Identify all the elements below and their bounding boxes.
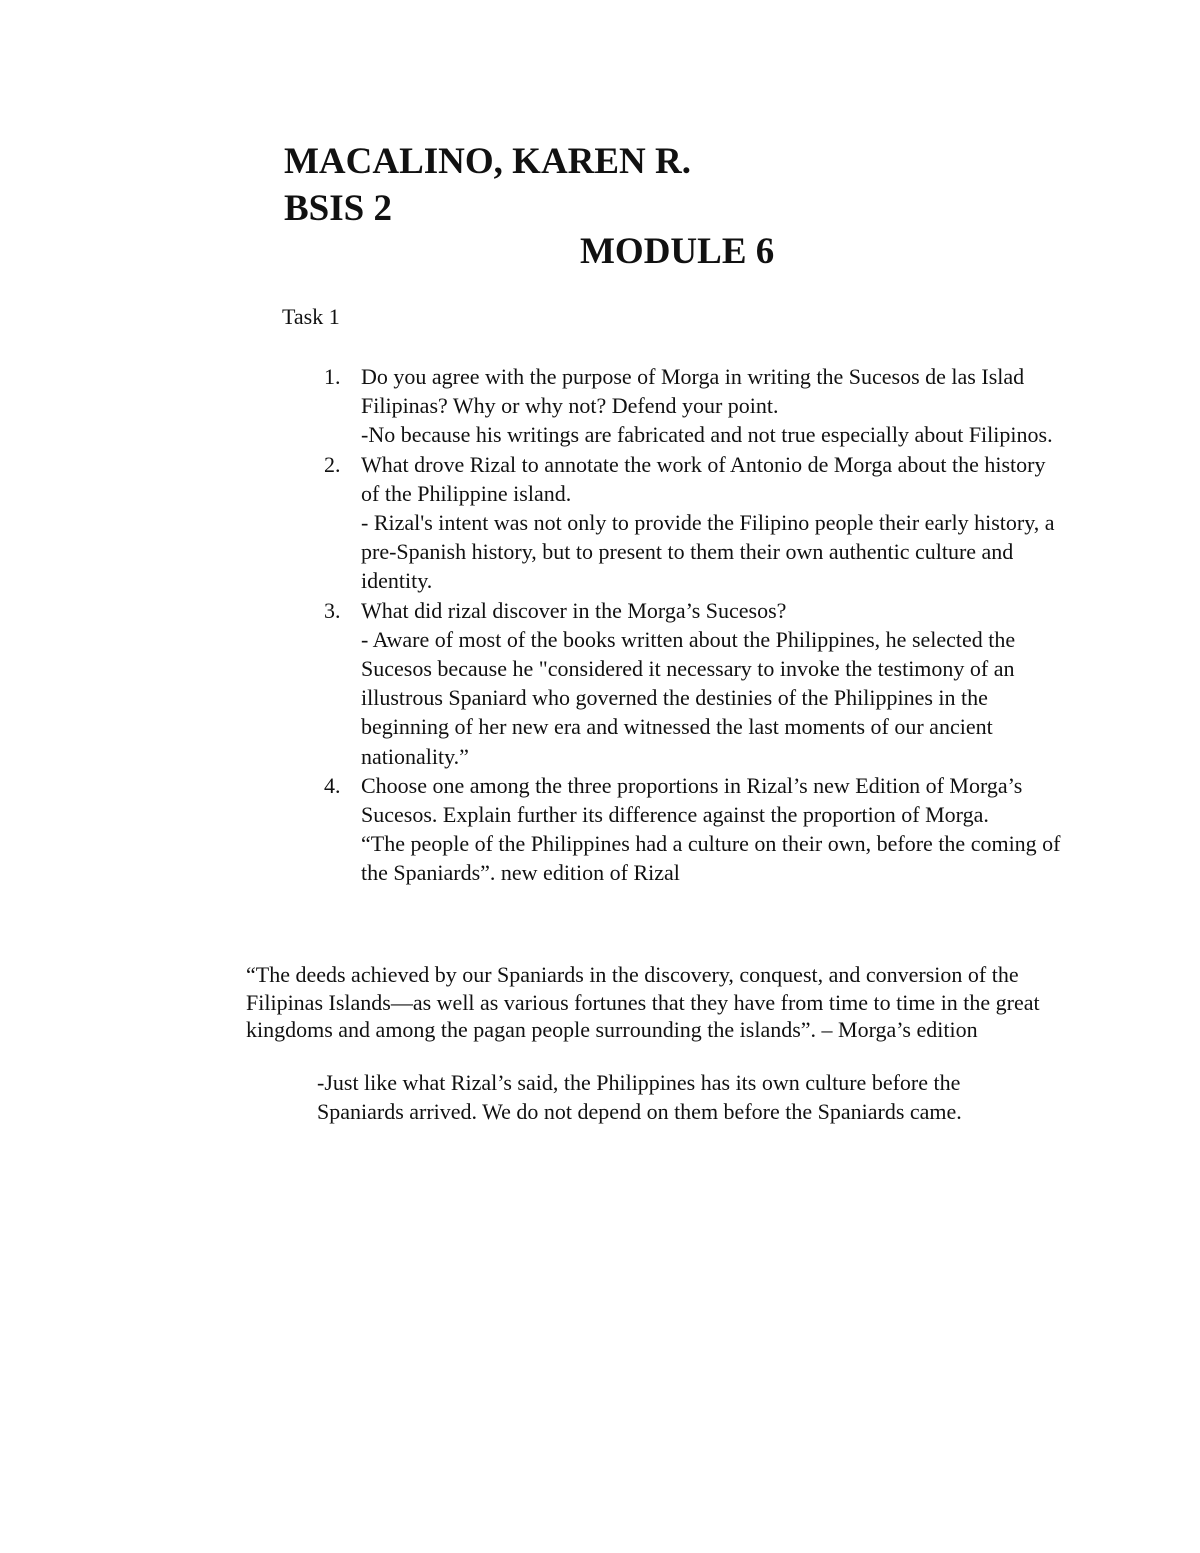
module-title: MODULE 6 <box>580 231 775 272</box>
list-item <box>282 450 1062 596</box>
answer-text: “The people of the Philippines had a culture on their own, before the coming of the Spaniards”. new edition of Rizal <box>361 831 1061 886</box>
question-number: 2. <box>324 451 341 477</box>
question-text: Do you agree with the purpose of Morga in writing the Sucesos de las Islad Filipinas? Why or why not? Defend your point. <box>361 364 1025 419</box>
question-number: 4. <box>324 772 341 798</box>
answer-text: - Aware of most of the books written about the Philippines, he selected the Sucesos because he "considered it necessary to invoke the testimony of an illustrous Spaniard who governed the destinies of the Philippines in the beginning of her new era and witnessed the last moments of our ancient nationality.” <box>361 626 1016 769</box>
question-number: 1. <box>324 364 341 389</box>
task-label: Task 1 <box>282 304 340 329</box>
answer-text: -No because his writings are fabricated and not true especially about Filipinos. <box>361 422 1053 448</box>
question-list <box>282 362 1062 888</box>
question-text: Choose one among the three proportions in Rizal’s new Edition of Morga’s Sucesos. Explain further its difference against the proportion of Morga. <box>361 772 1023 828</box>
course-label: BSIS 2 <box>284 188 392 229</box>
question-text: What drove Rizal to annotate the work of Antonio de Morga about the history of the Philippine island. <box>361 451 1046 506</box>
morga-quote: “The deeds achieved by our Spaniards in the discovery, conquest, and conversion of the Filipinas Islands—as well as various fortunes that they have from time to time in the great kingdoms and among the pagan people surrounding the islands”. – Morga’s edition <box>246 962 1040 1043</box>
question-text: What did rizal discover in the Morga’s Sucesos? <box>361 597 787 623</box>
list-item <box>282 362 1062 450</box>
list-item <box>282 596 1062 771</box>
final-answer: -Just like what Rizal’s said, the Philippines has its own culture before the Spaniards arrived. We do not depend on them before the Spaniards came. <box>317 1070 962 1124</box>
list-item <box>282 771 1062 888</box>
student-name: MACALINO, KAREN R. <box>284 141 691 182</box>
answer-text: - Rizal's intent was not only to provide the Filipino people their early history, a pre-Spanish history, but to present to them their own authentic culture and identity. <box>361 510 1055 594</box>
question-number: 3. <box>324 597 341 623</box>
